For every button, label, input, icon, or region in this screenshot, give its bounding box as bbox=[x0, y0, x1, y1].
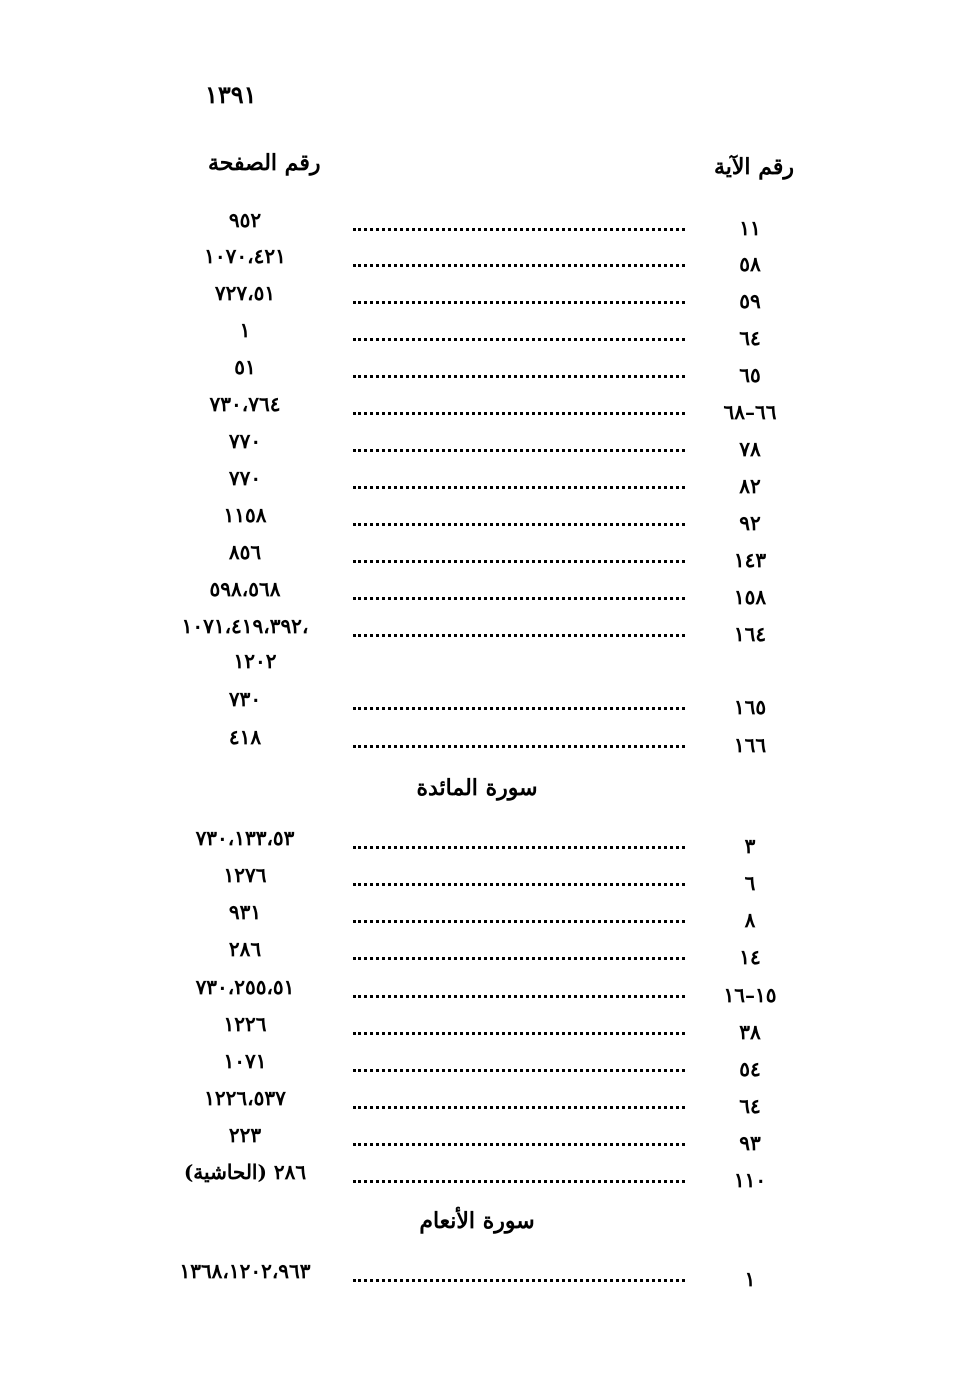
page-refs: ٧٣٠،١٣٣،٥٣ bbox=[195, 826, 295, 850]
verse-number: ١٦٥ bbox=[733, 695, 767, 719]
page-refs: ٢٢٣ bbox=[228, 1123, 262, 1147]
index-row bbox=[150, 429, 800, 465]
index-row bbox=[150, 577, 800, 613]
verse-number: ٣٨ bbox=[739, 1020, 761, 1044]
dot-leader bbox=[353, 695, 685, 710]
page-refs: ٧٧٠ bbox=[228, 429, 262, 453]
dot-leader bbox=[353, 585, 685, 600]
page-refs: ٩٥٢ bbox=[228, 208, 262, 232]
dot-leader bbox=[353, 622, 685, 637]
verse-number: ٥٩ bbox=[739, 289, 761, 313]
page-refs: ،١٠٧١،٤١٩،٣٩٢ bbox=[181, 614, 309, 638]
dot-leader bbox=[353, 363, 685, 378]
index-row bbox=[150, 1086, 800, 1122]
surah-title: سورة المائدة bbox=[416, 775, 538, 801]
page-refs: ١٢٢٦،٥٣٧ bbox=[204, 1086, 286, 1110]
dot-leader bbox=[353, 511, 685, 526]
dot-leader bbox=[353, 326, 685, 341]
dot-leader bbox=[353, 474, 685, 489]
verse-number: ٨ bbox=[744, 908, 756, 932]
verse-number: ٨٢ bbox=[739, 474, 761, 498]
dot-leader bbox=[353, 1267, 685, 1282]
index-row bbox=[150, 318, 800, 354]
index-row bbox=[150, 614, 800, 650]
dot-leader bbox=[353, 252, 685, 267]
verse-number: ١١ bbox=[739, 216, 761, 240]
index-row bbox=[150, 466, 800, 502]
dot-leader bbox=[353, 437, 685, 452]
verse-number: ١ bbox=[744, 1267, 756, 1291]
verse-number: ١٤ bbox=[739, 945, 761, 969]
index-row bbox=[150, 826, 800, 862]
dot-leader bbox=[353, 1020, 685, 1035]
index-row bbox=[150, 392, 800, 428]
verse-number: ٩٣ bbox=[739, 1131, 761, 1155]
page-refs: ٢٨٦ (الحاشية) bbox=[183, 1160, 307, 1184]
index-row bbox=[150, 900, 800, 936]
verse-number-header: رقم الآية bbox=[713, 154, 794, 180]
page-refs: ٤١٨ bbox=[228, 725, 262, 749]
verse-number: ٦٤ bbox=[739, 326, 761, 350]
index-row bbox=[150, 244, 800, 280]
page-refs: ١٠٧٠،٤٢١ bbox=[204, 244, 286, 268]
index-row bbox=[150, 540, 800, 576]
page-refs: ١١٥٨ bbox=[223, 503, 267, 527]
dot-leader bbox=[353, 1057, 685, 1072]
page-refs: ١٢٠٢ bbox=[233, 649, 277, 673]
page-refs: ٥٩٨،٥٦٨ bbox=[209, 577, 281, 601]
page-refs: ٥١ bbox=[234, 355, 256, 379]
index-row bbox=[150, 863, 800, 899]
verse-number: ١٦٦ bbox=[733, 733, 767, 757]
dot-leader bbox=[353, 1094, 685, 1109]
verse-number: ٥٨ bbox=[739, 252, 761, 276]
dot-leader bbox=[353, 216, 685, 231]
page-refs: ٧٣٠ bbox=[228, 687, 262, 711]
verse-number: ٦٤ bbox=[739, 1094, 761, 1118]
index-row bbox=[150, 1259, 800, 1295]
page-refs: ١ bbox=[239, 318, 251, 342]
page-refs: ٧٣٠،٧٦٤ bbox=[209, 392, 281, 416]
dot-leader bbox=[353, 1168, 685, 1183]
index-row bbox=[150, 937, 800, 973]
index-row bbox=[150, 281, 800, 317]
page-refs: ١٢٧٦ bbox=[223, 863, 267, 887]
page-refs: ٢٨٦ bbox=[228, 937, 262, 961]
page-refs: ٧٧٠ bbox=[228, 466, 262, 490]
verse-number: ٥٤ bbox=[739, 1057, 761, 1081]
index-row bbox=[150, 355, 800, 391]
index-row bbox=[150, 1160, 800, 1196]
dot-leader bbox=[353, 945, 685, 960]
page-number-header: رقم الصفحة bbox=[208, 150, 321, 176]
page-refs: ١٠٧١ bbox=[223, 1049, 267, 1073]
page-refs: ٨٥٦ bbox=[228, 540, 262, 564]
index-row bbox=[150, 1123, 800, 1159]
verse-number: ١٦٤ bbox=[733, 622, 767, 646]
index-row bbox=[150, 1049, 800, 1085]
verse-number: ٣ bbox=[744, 834, 756, 858]
index-row bbox=[150, 1012, 800, 1048]
verse-number: ٦ bbox=[744, 871, 756, 895]
index-row bbox=[150, 975, 800, 1011]
page-refs: ١٢٢٦ bbox=[223, 1012, 267, 1036]
index-row bbox=[150, 208, 800, 244]
page-number: ١٣٩١ bbox=[205, 80, 257, 109]
dot-leader bbox=[353, 1131, 685, 1146]
verse-number: ١٥٨ bbox=[733, 585, 767, 609]
dot-leader bbox=[353, 908, 685, 923]
dot-leader bbox=[353, 733, 685, 748]
index-row bbox=[150, 725, 800, 761]
page-refs: ١٣٦٨،١٢٠٢،٩٦٣ bbox=[179, 1259, 311, 1283]
dot-leader bbox=[353, 983, 685, 998]
verse-number: ٧٨ bbox=[739, 437, 761, 461]
verse-number: ١١٠ bbox=[733, 1168, 767, 1192]
verse-number: ١٤٣ bbox=[733, 548, 767, 572]
dot-leader bbox=[353, 834, 685, 849]
dot-leader bbox=[353, 400, 685, 415]
index-row bbox=[150, 687, 800, 723]
page-refs: ٧٢٧،٥١ bbox=[214, 281, 276, 305]
verse-number: ٦٦–٦٨ bbox=[723, 400, 777, 424]
page-refs: ٩٣١ bbox=[228, 900, 262, 924]
dot-leader bbox=[353, 871, 685, 886]
index-row-continuation bbox=[150, 649, 800, 685]
verse-number: ١٥–١٦ bbox=[723, 983, 777, 1007]
index-row bbox=[150, 503, 800, 539]
verse-number: ٦٥ bbox=[739, 363, 761, 387]
dot-leader bbox=[353, 548, 685, 563]
verse-number: ٩٢ bbox=[739, 511, 761, 535]
dot-leader bbox=[353, 289, 685, 304]
surah-title: سورة الأنعام bbox=[419, 1208, 535, 1234]
page-refs: ٧٣٠،٢٥٥،٥١ bbox=[195, 975, 295, 999]
